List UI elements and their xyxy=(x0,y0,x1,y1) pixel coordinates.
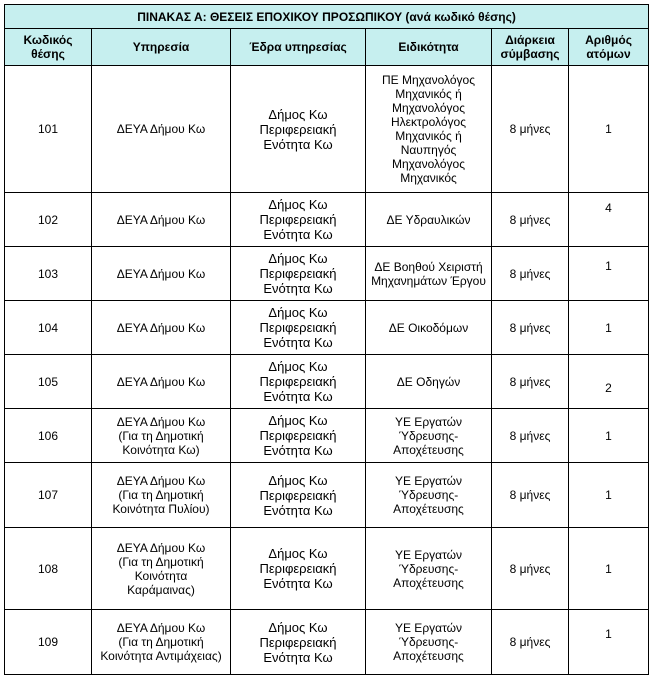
cell-service: ΔΕΥΑ Δήμου Κω (Για τη Δημοτική Κοινότητα Κω) xyxy=(92,409,231,463)
cell-duration: 8 μήνες xyxy=(492,193,569,247)
cell-count-value: 1 xyxy=(605,561,612,576)
cell-count xyxy=(569,247,649,301)
cell-duration: 8 μήνες xyxy=(492,528,569,610)
cell-specialty: ΥΕ Εργατών Ύδρευσης- Αποχέτευσης xyxy=(366,463,492,528)
table-header-row xyxy=(5,29,649,66)
cell-specialty: ΔΕ Οδηγών xyxy=(366,355,492,409)
table-row xyxy=(5,463,649,528)
cell-service: ΔΕΥΑ Δήμου Κω xyxy=(92,247,231,301)
table-row xyxy=(5,355,649,409)
header-duration: Διάρκεια σύμβασης xyxy=(492,29,569,66)
header-seat: Έδρα υπηρεσίας xyxy=(231,29,366,66)
cell-count-value: 1 xyxy=(605,122,612,136)
cell-count xyxy=(569,193,649,247)
cell-seat: Δήμος Κω Περιφερειακή Ενότητα Κω xyxy=(231,355,366,409)
header-specialty: Ειδικότητα xyxy=(366,29,492,66)
cell-service: ΔΕΥΑ Δήμου Κω xyxy=(92,193,231,247)
cell-specialty: ΔΕ Υδραυλικών xyxy=(366,193,492,247)
cell-duration: 8 μήνες xyxy=(492,301,569,355)
table-row xyxy=(5,301,649,355)
cell-code: 109 xyxy=(5,610,92,675)
cell-service: ΔΕΥΑ Δήμου Κω (Για τη Δημοτική Κοινότητα Αντιμάχειας) xyxy=(92,610,231,675)
cell-count-value: 1 xyxy=(605,488,612,502)
cell-seat: Δήμος Κω Περιφερειακή Ενότητα Κω xyxy=(231,247,366,301)
header-service: Υπηρεσία xyxy=(92,29,231,66)
cell-code: 108 xyxy=(5,528,92,610)
cell-count xyxy=(569,528,649,610)
cell-seat: Δήμος Κω Περιφερειακή Ενότητα Κω xyxy=(231,463,366,528)
cell-code: 106 xyxy=(5,409,92,463)
cell-count-value: 1 xyxy=(605,258,612,273)
table-row xyxy=(5,409,649,463)
cell-specialty: ΔΕ Βοηθού Χειριστή Μηχανημάτων Έργου xyxy=(366,247,492,301)
cell-code: 101 xyxy=(5,66,92,193)
cell-duration: 8 μήνες xyxy=(492,66,569,193)
cell-count xyxy=(569,610,649,675)
cell-count-value: 1 xyxy=(605,428,612,443)
cell-duration: 8 μήνες xyxy=(492,247,569,301)
cell-service: ΔΕΥΑ Δήμου Κω xyxy=(92,355,231,409)
cell-seat: Δήμος Κω Περιφερειακή Ενότητα Κω xyxy=(231,193,366,247)
cell-specialty: ΥΕ Εργατών Ύδρευσης- Αποχέτευσης xyxy=(366,610,492,675)
table-title-row xyxy=(5,5,649,29)
cell-count xyxy=(569,409,649,463)
cell-service: ΔΕΥΑ Δήμου Κω xyxy=(92,66,231,193)
cell-count-value: 2 xyxy=(605,380,612,395)
cell-seat: Δήμος Κω Περιφερειακή Ενότητα Κω xyxy=(231,528,366,610)
table-row xyxy=(5,247,649,301)
cell-service: ΔΕΥΑ Δήμου Κω xyxy=(92,301,231,355)
cell-count xyxy=(569,463,649,528)
cell-code: 102 xyxy=(5,193,92,247)
cell-count xyxy=(569,301,649,355)
cell-service: ΔΕΥΑ Δήμου Κω (Για τη Δημοτική Κοινότητα Καράμαινας) xyxy=(92,528,231,610)
cell-seat: Δήμος Κω Περιφερειακή Ενότητα Κω xyxy=(231,610,366,675)
cell-count-value: 4 xyxy=(605,200,612,215)
cell-service: ΔΕΥΑ Δήμου Κω (Για τη Δημοτική Κοινότητα Πυλίου) xyxy=(92,463,231,528)
cell-duration: 8 μήνες xyxy=(492,610,569,675)
cell-count-value: 1 xyxy=(605,627,612,641)
header-code: Κωδικός θέσης xyxy=(5,29,92,66)
cell-duration: 8 μήνες xyxy=(492,355,569,409)
cell-specialty: ΠΕ Μηχανολόγος Μηχανικός ή Μηχανολόγος Ηλεκτρολόγος Μηχανικός ή Ναυπηγός Μηχανολόγος Μηχανικός xyxy=(366,66,492,193)
cell-duration: 8 μήνες xyxy=(492,409,569,463)
table-row xyxy=(5,66,649,193)
cell-seat: Δήμος Κω Περιφερειακή Ενότητα Κω xyxy=(231,301,366,355)
cell-seat: Δήμος Κω Περιφερειακή Ενότητα Κω xyxy=(231,409,366,463)
cell-specialty: ΥΕ Εργατών Ύδρευσης- Αποχέτευσης xyxy=(366,528,492,610)
cell-seat: Δήμος Κω Περιφερειακή Ενότητα Κω xyxy=(231,66,366,193)
cell-code: 107 xyxy=(5,463,92,528)
cell-specialty: ΥΕ Εργατών Ύδρευσης- Αποχέτευσης xyxy=(366,409,492,463)
positions-table xyxy=(4,4,649,675)
cell-count xyxy=(569,66,649,193)
cell-code: 104 xyxy=(5,301,92,355)
table-row xyxy=(5,193,649,247)
cell-specialty: ΔΕ Οικοδόμων xyxy=(366,301,492,355)
cell-count-value: 1 xyxy=(605,320,612,335)
table-title: ΠΙΝΑΚΑΣ Α: ΘΕΣΕΙΣ ΕΠΟΧΙΚΟΥ ΠΡΟΣΩΠΙΚΟΥ (ανά κωδικό θέσης) xyxy=(5,5,649,29)
table-row xyxy=(5,610,649,675)
header-count: Αριθμός ατόμων xyxy=(569,29,649,66)
table-row xyxy=(5,528,649,610)
cell-duration: 8 μήνες xyxy=(492,463,569,528)
cell-code: 105 xyxy=(5,355,92,409)
cell-code: 103 xyxy=(5,247,92,301)
cell-count xyxy=(569,355,649,409)
